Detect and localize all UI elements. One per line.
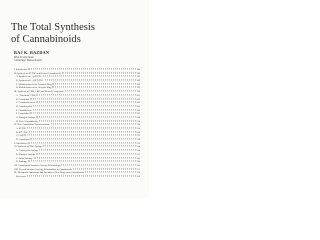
toc-entry-label: B. Cannabinol	[16, 98, 30, 101]
toc-entry-label: References	[16, 175, 27, 178]
toc-leader-dots	[61, 164, 135, 165]
toc-leader-dots	[39, 120, 136, 121]
affiliation-line: Cambridge, Massachusetts	[14, 59, 43, 63]
toc-leader-dots	[85, 172, 136, 173]
toc-leader-dots	[36, 116, 135, 117]
toc-entry-label: D. Prodrugs	[16, 161, 28, 164]
chapter-title-line-1: The Total Synthesis	[11, 22, 96, 33]
toc-leader-dots	[36, 153, 136, 154]
author-affiliation	[14, 56, 42, 62]
toc-entry-page: 234	[136, 146, 140, 149]
toc-leader-dots	[65, 91, 136, 92]
toc-entry-label: I. Introduction	[14, 69, 28, 71]
toc-leader-dots	[43, 146, 135, 147]
table-of-contents	[14, 69, 140, 180]
chapter-title-line-2: of Cannabinoids	[11, 33, 81, 45]
toc-entry-page: 202	[136, 98, 140, 101]
chapter-title	[11, 22, 141, 45]
toc-entry-page: 210	[136, 120, 140, 123]
toc-entry-label: C. Modifications in the Aromatic Ring	[16, 83, 52, 86]
toc-entry-page: 208	[136, 116, 140, 119]
toc-entry-label: IX. Therapeutic Indications and Potential of New Drugs from Cannabinoids	[14, 172, 84, 175]
toc-leader-dots	[62, 72, 136, 73]
toc-entry-page: 214	[136, 124, 140, 127]
toc-entry-page: 190	[136, 83, 140, 86]
toc-entry-page: 214	[136, 128, 140, 130]
toc-entry-label: VII. Cannabinoid Structure-Activity Relationships	[14, 164, 61, 167]
toc-entry-label: V. Metabolites	[14, 142, 28, 145]
toc-entry-label: D. Cannabinol	[16, 139, 30, 142]
toc-leader-dots	[27, 175, 135, 176]
toc-leader-dots	[73, 168, 136, 169]
toc-entry-page: 245	[136, 164, 140, 167]
toc-leader-dots	[28, 142, 135, 143]
toc-entry-page: 233	[136, 142, 140, 145]
toc-entry-page: 223	[136, 135, 140, 138]
toc-entry-page: 186	[136, 69, 140, 71]
toc-entry-page: 199	[136, 91, 140, 94]
toc-entry-page: 193	[136, 87, 140, 90]
toc-leader-dots	[39, 150, 136, 151]
toc-entry-page: 203	[136, 102, 140, 105]
toc-entry-label: VI. Synthesis of THC Analogs	[14, 146, 43, 149]
toc-entry-page: 256	[136, 175, 140, 178]
toc-entry-label: C. Sulfur Analogs	[16, 157, 33, 160]
toc-leader-dots	[29, 131, 135, 132]
toc-entry-label: IV. New Cannabinoid Transformations	[14, 124, 50, 127]
toc-entry-page: 201	[136, 94, 140, 97]
toc-entry-page: 207	[136, 113, 140, 116]
toc-leader-dots	[36, 94, 135, 95]
toc-entry-page: 256	[136, 172, 140, 175]
toc-entry-label: VIII. Overall Structure-Activity Relationships in Cannabinoids	[14, 168, 72, 171]
toc-leader-dots	[28, 68, 135, 69]
toc-entry-label: II. Synthesis of Δ¹-THC and Related Cannabinoids	[14, 72, 61, 75]
book-page	[0, 0, 149, 198]
toc-entry-page: 237	[136, 153, 140, 156]
toc-entry-page: 228	[136, 139, 140, 142]
toc-leader-dots	[52, 83, 135, 84]
toc-entry-page: 241	[136, 157, 140, 160]
toc-entry-label: E. Cannabielsoin	[16, 109, 32, 112]
toc-leader-dots	[52, 87, 135, 88]
toc-entry-label: D. Modifications in the Alicyclic Ring	[16, 87, 52, 90]
toc-entry-label: B. Δ¹⁽⁶⁾-THC	[16, 131, 29, 134]
toc-entry-page: 187	[136, 76, 140, 79]
toc-entry-label: B. Synthesis of (±)-Δ¹⁽⁶⁾-THC	[16, 80, 44, 83]
toc-leader-dots	[33, 105, 135, 106]
toc-entry-label: A. Carbocyclic Analogs	[16, 150, 39, 153]
toc-entry-label: D. Cannabicyclol	[16, 105, 33, 108]
toc-leader-dots	[33, 109, 136, 110]
toc-entry-label: A. "Abnormal" CBD	[16, 94, 36, 97]
toc-leader-dots	[30, 138, 135, 139]
toc-leader-dots	[45, 79, 136, 80]
toc-entry-label: G. Nitrogen Analogs	[16, 116, 36, 119]
toc-entry-page: 205	[136, 105, 140, 108]
toc-leader-dots	[27, 127, 135, 128]
toc-entry-page: 220	[136, 131, 140, 134]
author-name: RAJ K. RAZDAN	[14, 50, 50, 55]
toc-leader-dots	[30, 113, 135, 114]
toc-entry-label: C. CBD	[16, 135, 24, 138]
toc-entry-label: H. Novel Cannabinoids	[16, 120, 38, 123]
toc-leader-dots	[43, 76, 136, 77]
toc-leader-dots	[36, 102, 135, 103]
toc-leader-dots	[28, 161, 135, 162]
affiliation-line: SISA Incorporated	[14, 56, 34, 59]
toc-entry-page: 255	[136, 168, 140, 171]
toc-entry-page: 244	[136, 161, 140, 164]
toc-leader-dots	[34, 157, 136, 158]
toc-entry-page: 186	[136, 72, 140, 75]
toc-entry-label: III. Synthesis of CBN, CBD, and Related Compounds	[14, 91, 64, 94]
toc-entry-page: 206	[136, 109, 140, 112]
toc-leader-dots	[51, 124, 136, 125]
toc-entry-label: C. Cannabichromene	[16, 102, 36, 105]
toc-leader-dots	[24, 135, 135, 136]
toc-entry-page: 234	[136, 150, 140, 153]
toc-entry-label: A. Synthesis of (±)-Δ¹-THC	[16, 76, 42, 79]
toc-entry	[14, 176, 140, 180]
toc-entry-label: A. Δ¹-THC	[16, 128, 27, 130]
toc-entry-label: F. Cannabidiol	[16, 113, 30, 116]
toc-entry-page: 189	[136, 80, 140, 83]
toc-entry-label: B. Nitrogen Analogs	[16, 153, 35, 156]
toc-leader-dots	[30, 98, 135, 99]
